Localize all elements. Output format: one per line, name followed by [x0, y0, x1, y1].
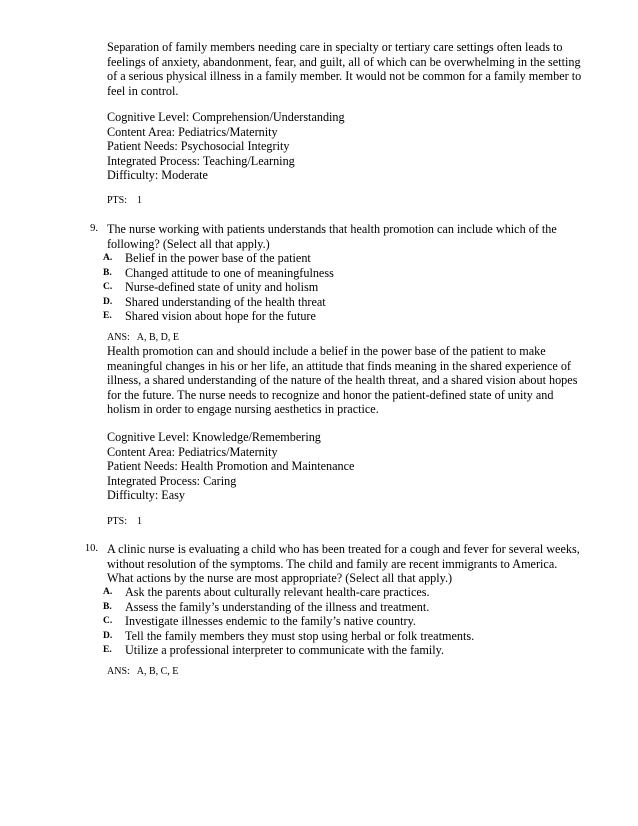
q9-content-area: Content Area: Pediatrics/Maternity	[107, 444, 278, 459]
choice-text: Tell the family members they must stop using herbal or folk treatments.	[125, 628, 475, 643]
choice-letter: D.	[103, 296, 113, 307]
q8-patient-needs: Patient Needs: Psychosocial Integrity	[107, 139, 290, 154]
q10-number: 10.	[84, 543, 98, 554]
choice-text: Shared vision about hope for the future	[125, 309, 316, 324]
choice-text: Utilize a professional interpreter to communicate with the family.	[125, 643, 445, 658]
choice-letter: A.	[103, 587, 113, 597]
choice-text: Shared understanding of the health threat	[125, 294, 326, 309]
q8-cognitive-level: Cognitive Level: Comprehension/Understanding	[107, 110, 345, 124]
q9-stem: The nurse working with patients understands that health promotion can include which of the following? (Select all that apply.)	[107, 222, 557, 251]
q9-patient-needs: Patient Needs: Health Promotion and Maintenance	[107, 459, 355, 474]
q9-number: 9.	[90, 223, 98, 234]
choice-letter: B.	[103, 267, 112, 278]
choice-text: Changed attitude to one of meaningfulness	[125, 265, 334, 280]
choice-text: Belief in the power base of the patient	[125, 251, 311, 265]
choice-letter: B.	[103, 601, 112, 612]
q8-metadata	[107, 110, 345, 183]
choice-letter: C.	[103, 282, 113, 293]
choice-text: Investigate illnesses endemic to the family’s native country.	[125, 614, 416, 629]
q8-difficulty: Difficulty: Moderate	[107, 168, 208, 183]
q9-rationale: Health promotion can and should include a belief in the power base of the patient to make meaningful changes in his or her life, an attitude that finds meaning in the shared experience of illness, a shared understanding of the nature of the health threat, and a shared vision about hopes for the future. The nurse needs to recognize and honor the patient-defined state of unity and holism in order to engage nursing aesthetics in practice.	[107, 344, 578, 417]
choice-letter: A.	[103, 253, 113, 263]
q9-integrated-process: Integrated Process: Caring	[107, 473, 237, 488]
choice-text: Ask the parents about culturally relevant health-care practices.	[125, 585, 430, 599]
q8-points: PTS: 1	[107, 195, 143, 206]
choice-text: Nurse-defined state of unity and holism	[125, 280, 319, 295]
choice-letter: D.	[103, 630, 113, 641]
choice-letter: C.	[103, 616, 113, 627]
q8-integrated-process: Integrated Process: Teaching/Learning	[107, 153, 295, 168]
q8-rationale: Separation of family members needing care in specialty or tertiary care settings often leads to feelings of anxiety, abandonment, fear, and guilt, all of which can be overwhelming in the setting of a serious physical illness in a family member. It would not be common for a family member to feel in control.	[107, 40, 582, 98]
choice-text: Assess the family’s understanding of the illness and treatment.	[125, 599, 430, 614]
q10-answer: ANS: A, B, C, E	[107, 666, 179, 677]
q10-stem: A clinic nurse is evaluating a child who has been treated for a cough and fever for several weeks, without resolution of the symptoms. The child and family are recent immigrants to America. What actions by the nurse are most appropriate? (Select all that apply.)	[107, 542, 580, 586]
q9-points: PTS: 1	[107, 516, 143, 527]
q9-metadata	[107, 430, 354, 503]
choice-letter: E.	[103, 311, 112, 322]
q8-content-area: Content Area: Pediatrics/Maternity	[107, 124, 278, 139]
q9-answer: ANS: A, B, D, E	[107, 332, 179, 343]
choice-letter: E.	[103, 645, 112, 656]
q9-difficulty: Difficulty: Easy	[107, 488, 185, 503]
q9-cognitive-level: Cognitive Level: Knowledge/Remembering	[107, 430, 321, 444]
